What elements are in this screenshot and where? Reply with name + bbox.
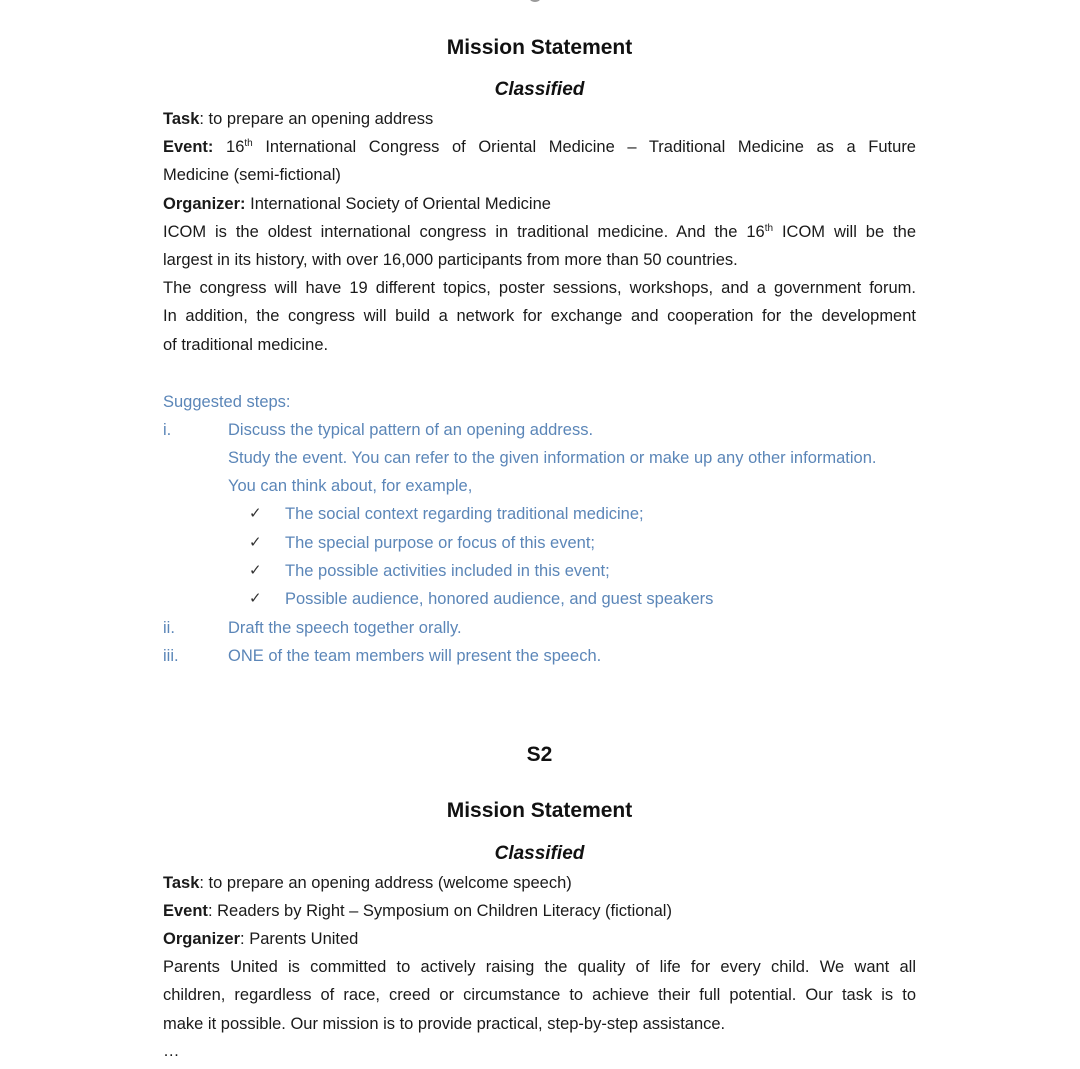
checklist-item: The special purpose or focus of this event; bbox=[285, 534, 596, 552]
organizer-label: Organizer bbox=[163, 930, 241, 948]
task-label: Task bbox=[163, 110, 200, 128]
classified-label-2: Classified bbox=[494, 843, 585, 864]
mission-statement-title: Mission Statement bbox=[446, 36, 633, 59]
organizer-text: : Parents United bbox=[240, 930, 359, 948]
task-text: : to prepare an opening address bbox=[199, 110, 434, 128]
event-line-1: Event: 16th International Congress of Oriental Medicine – Traditional Medicine as a Future bbox=[163, 138, 916, 156]
step-text: Discuss the typical pattern of an opening address. bbox=[228, 421, 594, 439]
event-label: Event bbox=[163, 902, 208, 920]
checklist-item: The possible activities included in this event; bbox=[285, 562, 610, 580]
s2-paragraph-line1: Parents United is committed to actively raising the quality of life for every child. We want all bbox=[163, 958, 916, 976]
document-page bbox=[163, 0, 916, 1069]
organizer-text: International Society of Oriental Medicine bbox=[245, 195, 551, 213]
ellipsis: … bbox=[163, 1042, 180, 1060]
step-text: You can think about, for example, bbox=[228, 477, 473, 495]
task-line-2 bbox=[163, 872, 916, 894]
paragraph1-line1: ICOM is the oldest international congress in traditional medicine. And the 16th ICOM will be the bbox=[163, 223, 916, 241]
classified-label: Classified bbox=[494, 79, 585, 100]
step-text: ONE of the team members will present the speech. bbox=[228, 647, 602, 665]
step-number: i. bbox=[163, 421, 172, 439]
organizer-label: Organizer: bbox=[163, 195, 246, 213]
task-line bbox=[163, 108, 916, 130]
checklist-item: Possible audience, honored audience, and guest speakers bbox=[285, 590, 714, 608]
event-label: Event: bbox=[163, 138, 214, 156]
s2-paragraph-line3: make it possible. Our mission is to provide practical, step-by-step assistance. bbox=[163, 1015, 726, 1033]
task-label: Task bbox=[163, 874, 200, 892]
event-line-s2 bbox=[163, 900, 916, 922]
suggested-steps-heading: Suggested steps: bbox=[163, 393, 291, 411]
task-text: : to prepare an opening address (welcome speech) bbox=[199, 874, 572, 892]
paragraph2-line1: The congress will have 19 different topics, poster sessions, workshops, and a government forum. bbox=[163, 279, 916, 297]
paragraph2-line2: In addition, the congress will build a network for exchange and cooperation for the development bbox=[163, 307, 916, 325]
checkmark-icon: ✓ bbox=[249, 534, 262, 551]
s2-paragraph-line2: children, regardless of race, creed or circumstance to achieve their full potential. Our task is to bbox=[163, 986, 916, 1004]
checklist-item: The social context regarding traditional medicine; bbox=[285, 505, 644, 523]
page-top-mark bbox=[530, 0, 540, 2]
step-text: Draft the speech together orally. bbox=[228, 619, 462, 637]
paragraph1-line2: largest in its history, with over 16,000 participants from more than 50 countries. bbox=[163, 251, 738, 269]
step-number: ii. bbox=[163, 619, 175, 637]
checkmark-icon: ✓ bbox=[249, 590, 262, 607]
checkmark-icon: ✓ bbox=[249, 505, 262, 522]
step-number: iii. bbox=[163, 647, 179, 665]
organizer-line bbox=[163, 193, 916, 215]
event-line-2: Medicine (semi-fictional) bbox=[163, 166, 341, 184]
paragraph2-line3: of traditional medicine. bbox=[163, 336, 329, 354]
step-text: Study the event. You can refer to the given information or make up any other information. bbox=[228, 449, 877, 467]
checkmark-icon: ✓ bbox=[249, 562, 262, 579]
organizer-line-2 bbox=[163, 928, 916, 950]
section-heading-s2: S2 bbox=[526, 743, 553, 766]
mission-statement-title-2: Mission Statement bbox=[446, 799, 633, 822]
event-text: : Readers by Right – Symposium on Children Literacy (fictional) bbox=[207, 902, 672, 920]
